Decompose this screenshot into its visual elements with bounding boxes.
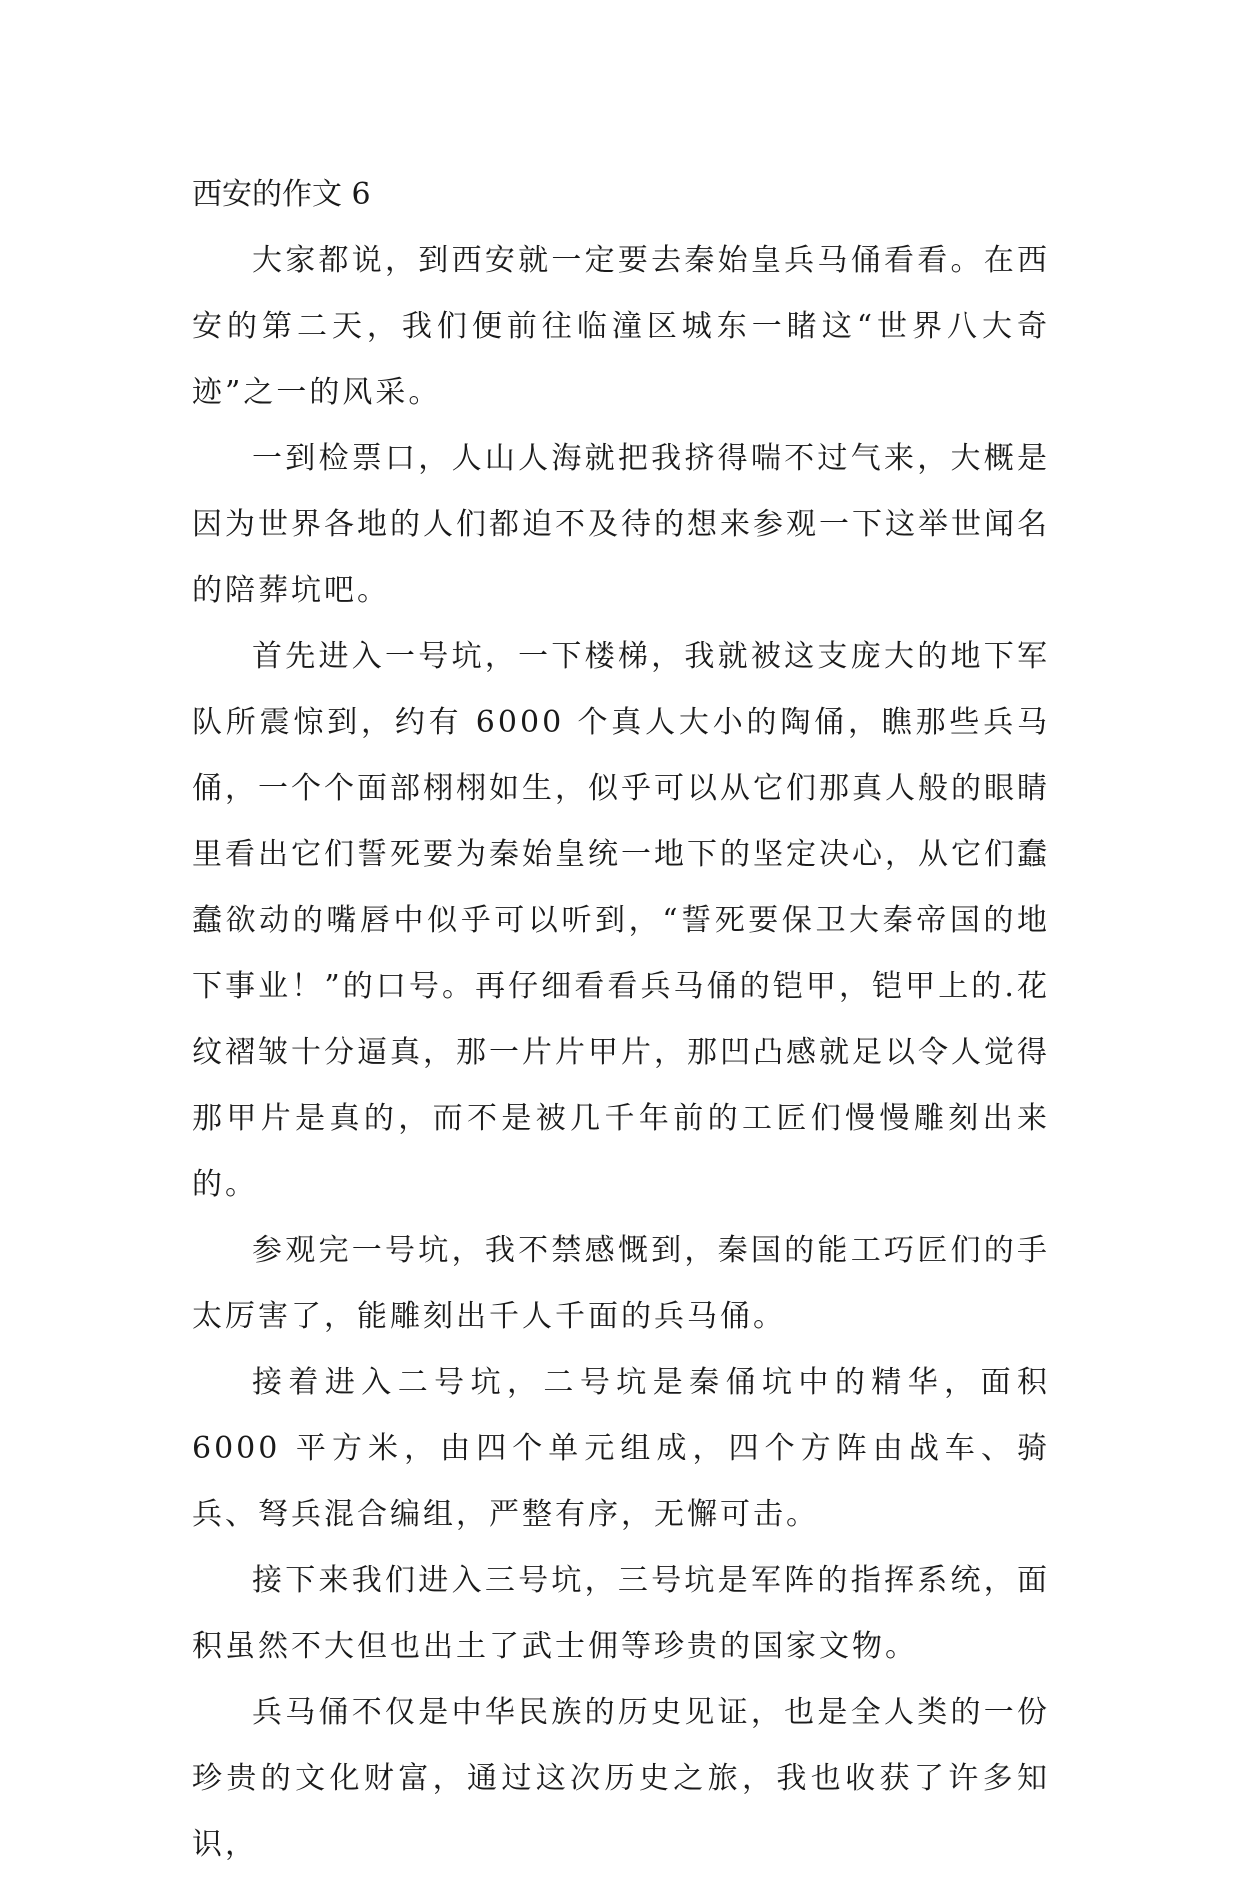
paragraph-2: 一到检票口，人山人海就把我挤得喘不过气来，大概是因为世界各地的人们都迫不及待的想来参观一下这举世闻名的陪葬坑吧。 (192, 441, 1050, 608)
paragraph-4: 参观完一号坑，我不禁感慨到，秦国的能工巧匠们的手太厉害了，能雕刻出千人千面的兵马俑。 (192, 1233, 1050, 1334)
paragraph-3: 首先进入一号坑，一下楼梯，我就被这支庞大的地下军队所震惊到，约有 6000 个真人大小的陶俑，瞧那些兵马俑，一个个面部栩栩如生，似乎可以从它们那真人般的眼睛里看出它们誓死要为秦始皇统一地下的坚定决心，从它们蠢蠢欲动的嘴唇中似乎可以听到，“誓死要保卫大秦帝国的地下事业！”的口号。再仔细看看兵马俑的铠甲，铠甲上的.花纹褶皱十分逼真，那一片片甲片，那凹凸感就足以令人觉得那甲片是真的，而不是被几千年前的工匠们慢慢雕刻出来的。 (192, 639, 1050, 1202)
paragraph-6: 接下来我们进入三号坑，三号坑是军阵的指挥系统，面积虽然不大但也出土了武士佣等珍贵的国家文物。 (192, 1563, 1050, 1664)
paragraph-7: 兵马俑不仅是中华民族的历史见证，也是全人类的一份珍贵的文化财富，通过这次历史之旅，我也收获了许多知识， (192, 1695, 1050, 1862)
document-body (192, 162, 1050, 1878)
paragraph-1: 大家都说，到西安就一定要去秦始皇兵马俑看看。在西安的第二天，我们便前往临潼区城东一睹这“世界八大奇迹”之一的风采。 (192, 243, 1050, 410)
document-title: 西安的作文 6 (192, 177, 371, 212)
paragraph-5: 接着进入二号坑，二号坑是秦俑坑中的精华，面积 6000 平方米，由四个单元组成，四个方阵由战车、骑兵、弩兵混合编组，严整有序，无懈可击。 (192, 1365, 1050, 1532)
